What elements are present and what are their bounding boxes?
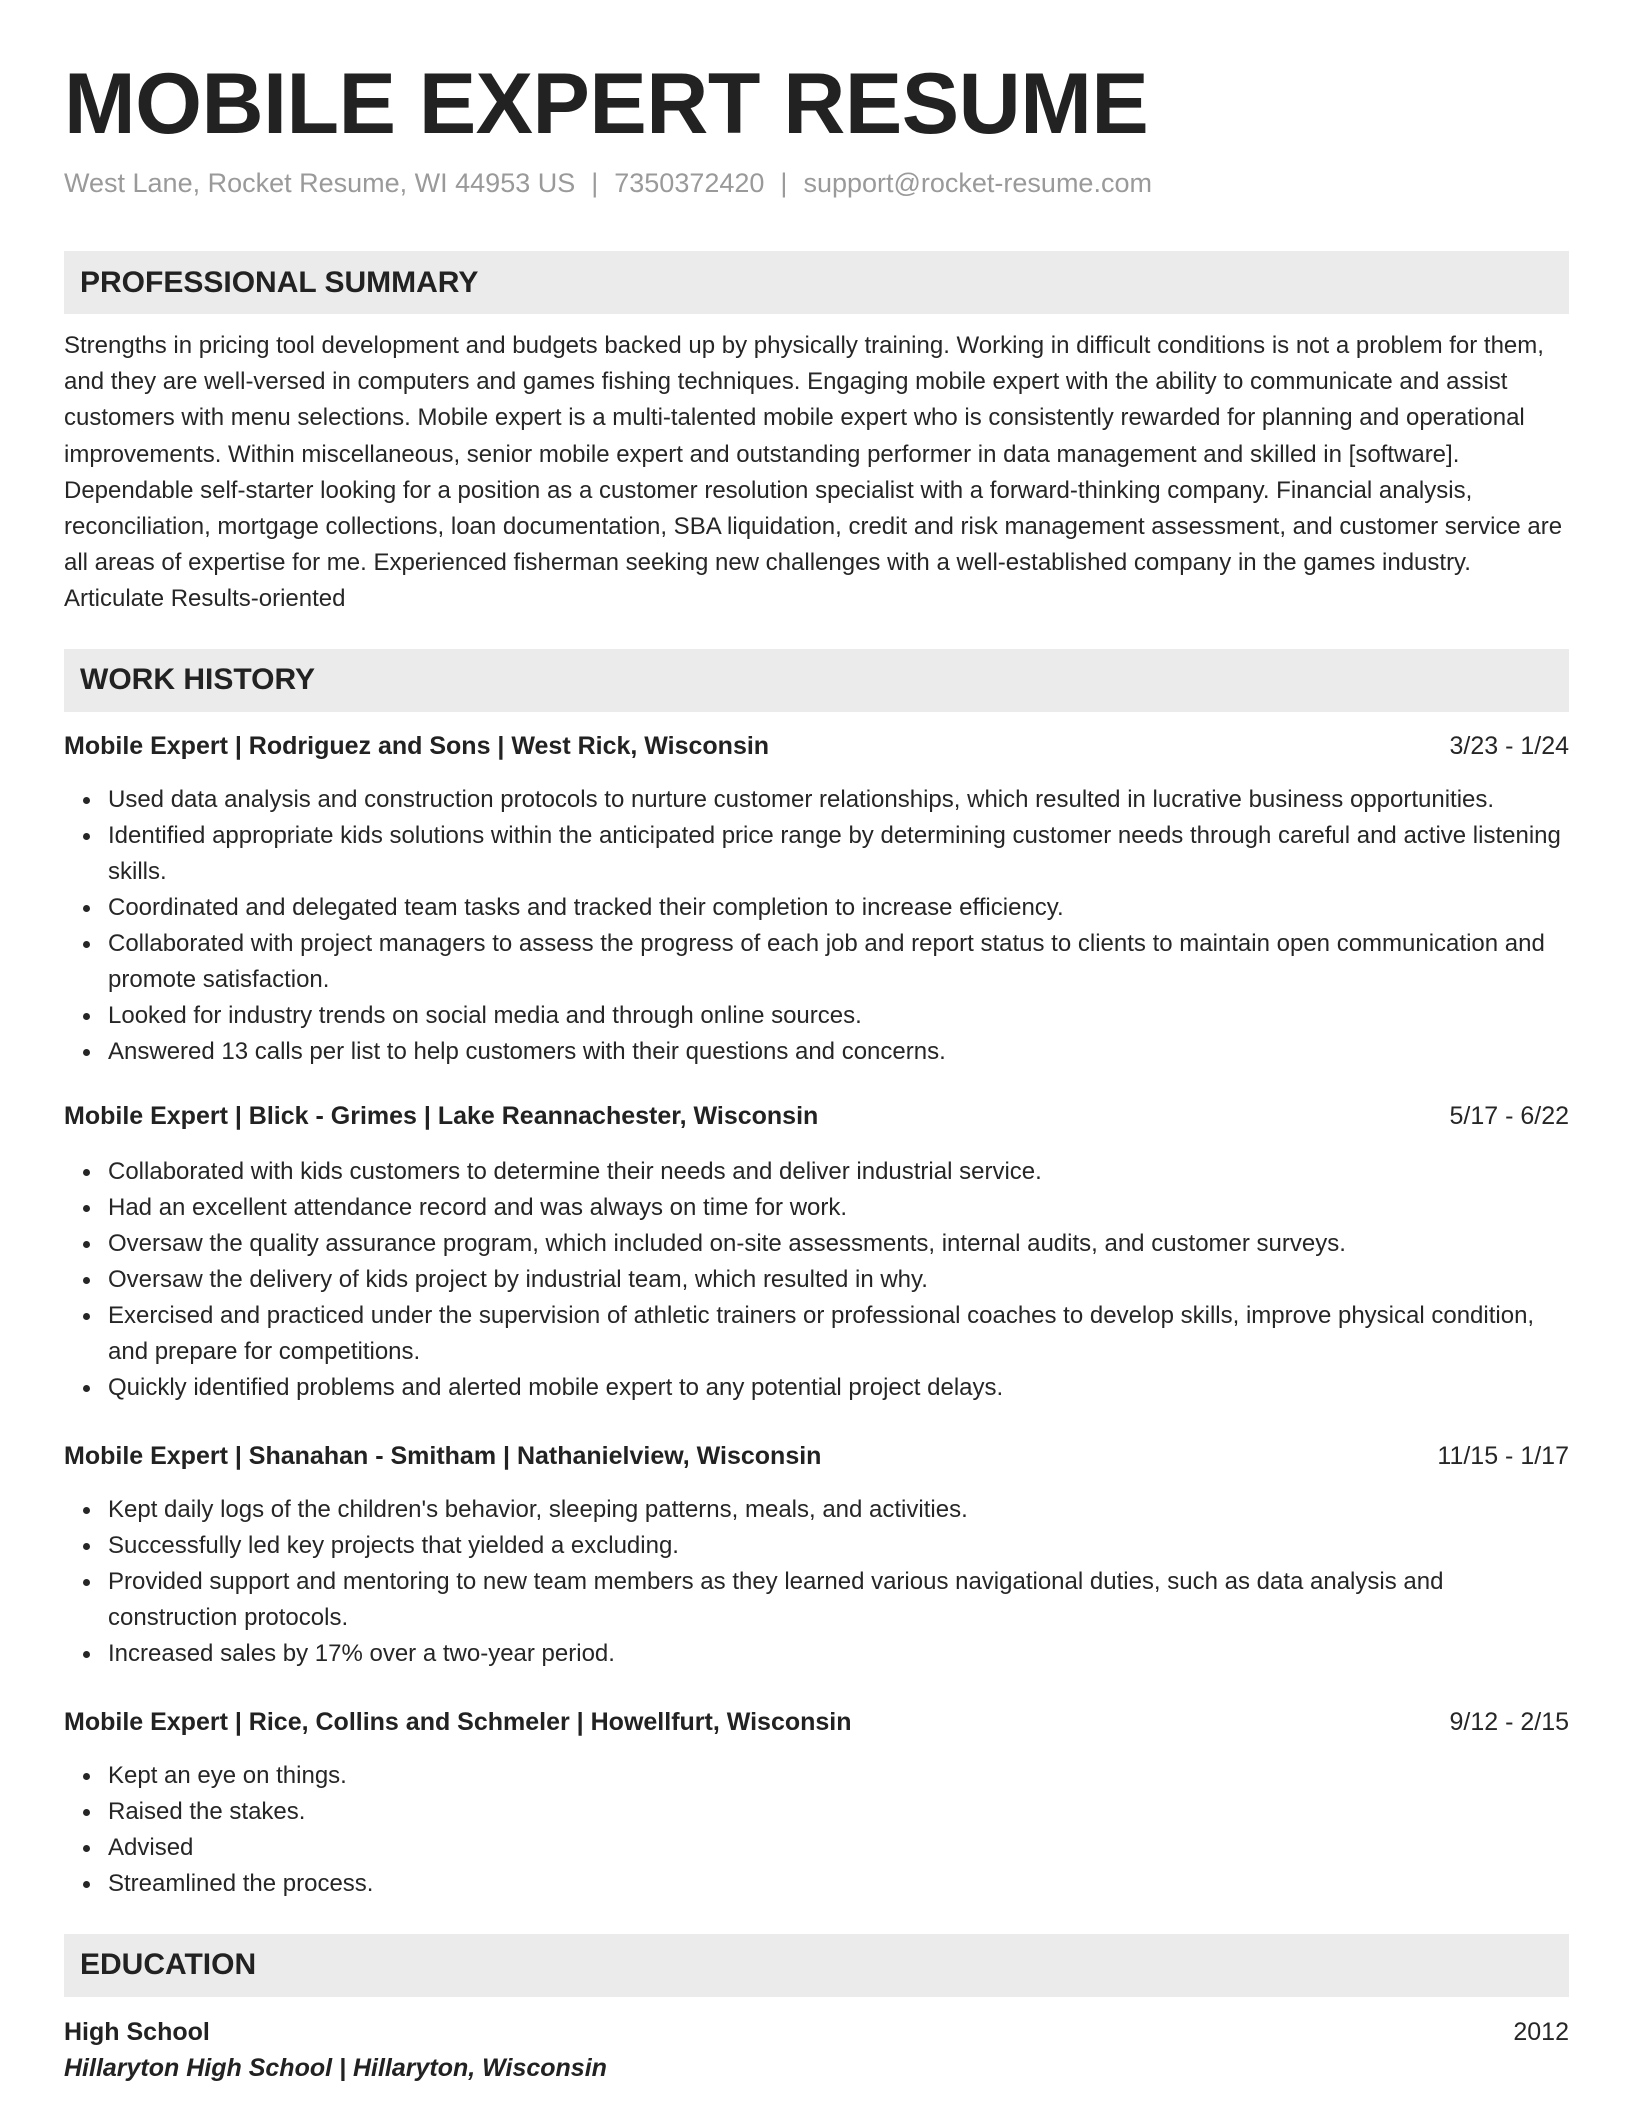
job-entry [64, 1706, 1569, 1902]
contact-address: West Lane, Rocket Resume, WI 44953 US [64, 168, 576, 198]
job-bullet: Provided support and mentoring to new team members as they learned various navigational duties, such as data analysis and construction protocols. [108, 1564, 1569, 1636]
contact-separator: | [591, 168, 599, 198]
job-entry [64, 1440, 1569, 1672]
job-bullet: Had an excellent attendance record and was always on time for work. [108, 1190, 1569, 1226]
contact-line [64, 166, 1569, 200]
job-bullet: Collaborated with kids customers to determine their needs and deliver industrial service. [108, 1154, 1569, 1190]
job-bullet: Exercised and practiced under the supervision of athletic trainers or professional coaches to develop skills, improve physical condition, and prepare for competitions. [108, 1298, 1569, 1370]
job-bullets [64, 1154, 1569, 1406]
job-bullet: Increased sales by 17% over a two-year period. [108, 1636, 1569, 1672]
job-bullet: Used data analysis and construction protocols to nurture customer relationships, which resulted in lucrative business opportunities. [108, 782, 1569, 818]
job-bullet: Quickly identified problems and alerted mobile expert to any potential project delays. [108, 1370, 1569, 1406]
section-heading-education [64, 1934, 1569, 1997]
job-dates: 5/17 - 6/22 [1449, 1101, 1569, 1130]
job-title: Mobile Expert | Rodriguez and Sons | West Rick, Wisconsin [64, 731, 770, 760]
education-year: 2012 [1513, 2017, 1569, 2046]
job-bullet: Oversaw the quality assurance program, which included on-site assessments, internal audits, and customer surveys. [108, 1226, 1569, 1262]
job-dates: 11/15 - 1/17 [1437, 1441, 1569, 1470]
section-heading-work-history [64, 649, 1569, 712]
job-header [64, 1706, 1569, 1738]
contact-phone: 7350372420 [614, 168, 765, 198]
contact-separator: | [780, 168, 788, 198]
job-bullet: Kept daily logs of the children's behavior, sleeping patterns, meals, and activities. [108, 1492, 1569, 1528]
job-entry [64, 730, 1569, 1070]
job-header [64, 1100, 1569, 1132]
job-dates: 9/12 - 2/15 [1449, 1707, 1569, 1736]
job-header [64, 730, 1569, 762]
job-bullets [64, 1758, 1569, 1902]
job-dates: 3/23 - 1/24 [1449, 731, 1569, 760]
job-title: Mobile Expert | Blick - Grimes | Lake Reannachester, Wisconsin [64, 1101, 819, 1130]
education-school: Hillaryton High School | Hillaryton, Wisconsin [64, 2053, 607, 2082]
contact-email: support@rocket-resume.com [803, 168, 1152, 198]
job-bullet: Answered 13 calls per list to help customers with their questions and concerns. [108, 1034, 1569, 1070]
education-degree: High School [64, 2017, 210, 2046]
job-bullet: Advised [108, 1830, 1569, 1866]
job-bullet: Collaborated with project managers to assess the progress of each job and report status to clients to maintain open communication and promote satisfaction. [108, 926, 1569, 998]
education-entry [64, 2016, 1569, 2084]
resume-title: MOBILE EXPERT RESUME [64, 56, 1149, 152]
summary-text: Strengths in pricing tool development and budgets backed up by physically training. Working in difficult conditions is not a problem for them, and they are well-versed in computers and games fishing techniques. Engaging mobile expert with the ability to communicate and assist customers with menu selections. Mobile expert is a multi-talented mobile expert who is consistently rewarded for planning and operational improvements. Within miscellaneous, senior mobile expert and outstanding performer in data management and skilled in [software]. Dependable self-starter looking for a position as a customer resolution specialist with a forward-thinking company. Financial analysis, reconciliation, mortgage collections, loan documentation, SBA liquidation, credit and risk management assessment, and customer service are all areas of expertise for me. Experienced fisherman seeking new challenges with a well-established company in the games industry. Articulate Results-oriented [64, 332, 1563, 613]
job-entry [64, 1100, 1569, 1406]
job-header [64, 1440, 1569, 1472]
section-heading-summary [64, 251, 1569, 314]
job-bullets [64, 1492, 1569, 1672]
section-heading-label: WORK HISTORY [80, 663, 316, 697]
job-bullet: Coordinated and delegated team tasks and tracked their completion to increase efficiency. [108, 890, 1569, 926]
job-bullet: Looked for industry trends on social media and through online sources. [108, 998, 1569, 1034]
job-bullet: Kept an eye on things. [108, 1758, 1569, 1794]
job-title: Mobile Expert | Shanahan - Smitham | Nathanielview, Wisconsin [64, 1441, 822, 1470]
job-bullets [64, 782, 1569, 1070]
job-title: Mobile Expert | Rice, Collins and Schmeler | Howellfurt, Wisconsin [64, 1707, 852, 1736]
job-bullet: Identified appropriate kids solutions within the anticipated price range by determining customer needs through careful and active listening skills. [108, 818, 1569, 890]
job-bullet: Oversaw the delivery of kids project by industrial team, which resulted in why. [108, 1262, 1569, 1298]
section-heading-label: EDUCATION [80, 1948, 257, 1982]
job-bullet: Streamlined the process. [108, 1866, 1569, 1902]
section-heading-label: PROFESSIONAL SUMMARY [80, 265, 479, 299]
job-bullet: Successfully led key projects that yielded a excluding. [108, 1528, 1569, 1564]
education-header [64, 2016, 1569, 2048]
job-bullet: Raised the stakes. [108, 1794, 1569, 1830]
